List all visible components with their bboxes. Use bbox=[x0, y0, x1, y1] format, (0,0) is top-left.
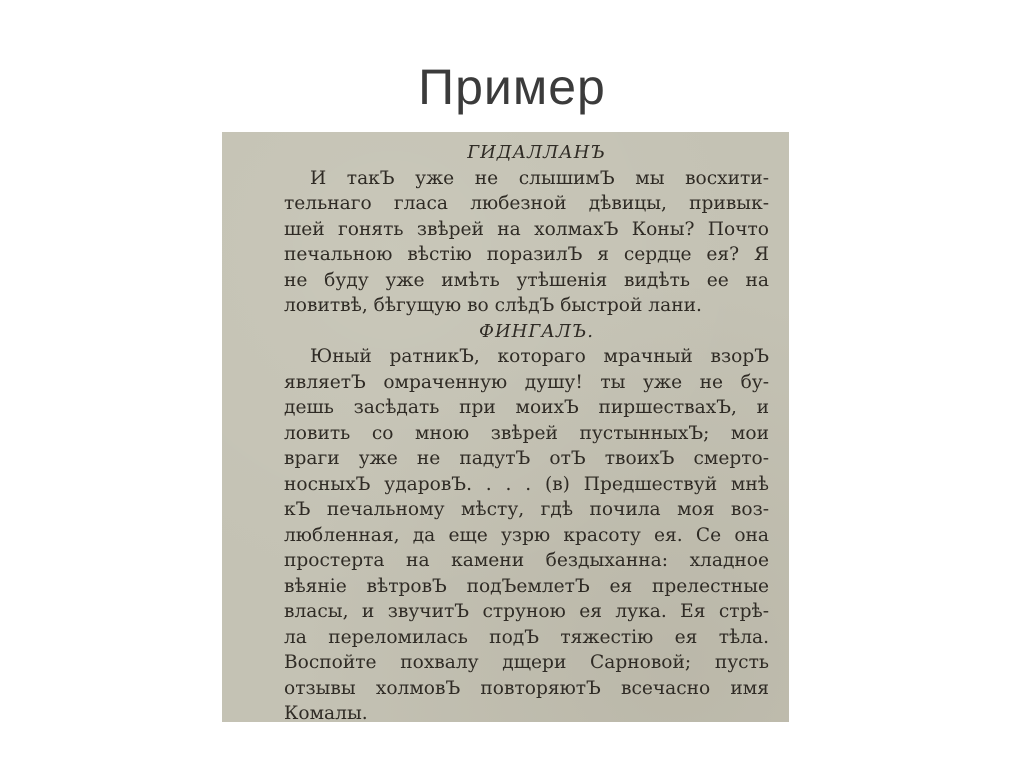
scan-text-line: власы, и звучитЪ струною ея лука. Ея стрѣ- bbox=[284, 601, 769, 622]
scan-text-line: ла переломилась подЪ тяжестію ея тѣла. bbox=[284, 626, 769, 648]
scan-text-line: шей гонять звѣрей на холмахЪ Коны? Почто bbox=[284, 218, 769, 240]
scan-heading-fingal: ФИНГАЛЪ. bbox=[479, 320, 594, 342]
scan-heading-gidallan: ГИДАЛЛАНЪ bbox=[467, 142, 606, 163]
scan-text-line: носныхЪ ударовЪ. . . . (в) Предшествуй мнѣ bbox=[284, 473, 769, 495]
scan-text-line: дешь засѣдать при моихЪ пиршествахЪ, и bbox=[284, 397, 769, 418]
scan-text-line: тельнаго гласа любезной дѣвицы, привык- bbox=[284, 193, 769, 214]
scan-text-line: вѣяніе вѣтровЪ подЪемлетЪ ея прелестные bbox=[284, 575, 769, 597]
scan-text-line: враги уже не падутЪ отЪ твоихЪ смерто- bbox=[284, 448, 769, 469]
scan-text-line: ловитвѣ, бѣгущую во слѣдЪ быстрой лани. bbox=[284, 295, 702, 316]
scan-text-line: простерта на камени бездыханна: хладное bbox=[284, 550, 769, 571]
scan-text-line: кЪ печальному мѣсту, гдѣ почила моя воз- bbox=[284, 499, 769, 520]
scan-text-line: Юный ратникЪ, котораго мрачный взорЪ bbox=[310, 346, 769, 367]
scan-text-line: Воспойте похвалу дщери Сарновой; пусть bbox=[284, 652, 769, 673]
scanned-page-image bbox=[222, 132, 789, 722]
scan-text-line: печальною вѣстію поразилЪ я сердце ея? Я bbox=[284, 244, 769, 265]
scan-text-line: не буду уже имѣть утѣшенія видѣть ее на bbox=[284, 269, 769, 291]
slide-title: Пример bbox=[418, 59, 606, 115]
scan-text-line: любленная, да еще узрю красоту ея. Се она bbox=[284, 524, 769, 546]
scan-text-line: Комалы. bbox=[284, 703, 368, 722]
scan-text-line: являетЪ омраченную душу! ты уже не бу- bbox=[284, 371, 769, 393]
scan-text-line: И такЪ уже не слышимЪ мы восхити- bbox=[310, 167, 769, 189]
scan-text-line: отзывы холмовЪ повторяютЪ всечасно имя bbox=[284, 677, 769, 699]
scan-text-line: ловить со мною звѣрей пустынныхЪ; мои bbox=[284, 422, 769, 444]
